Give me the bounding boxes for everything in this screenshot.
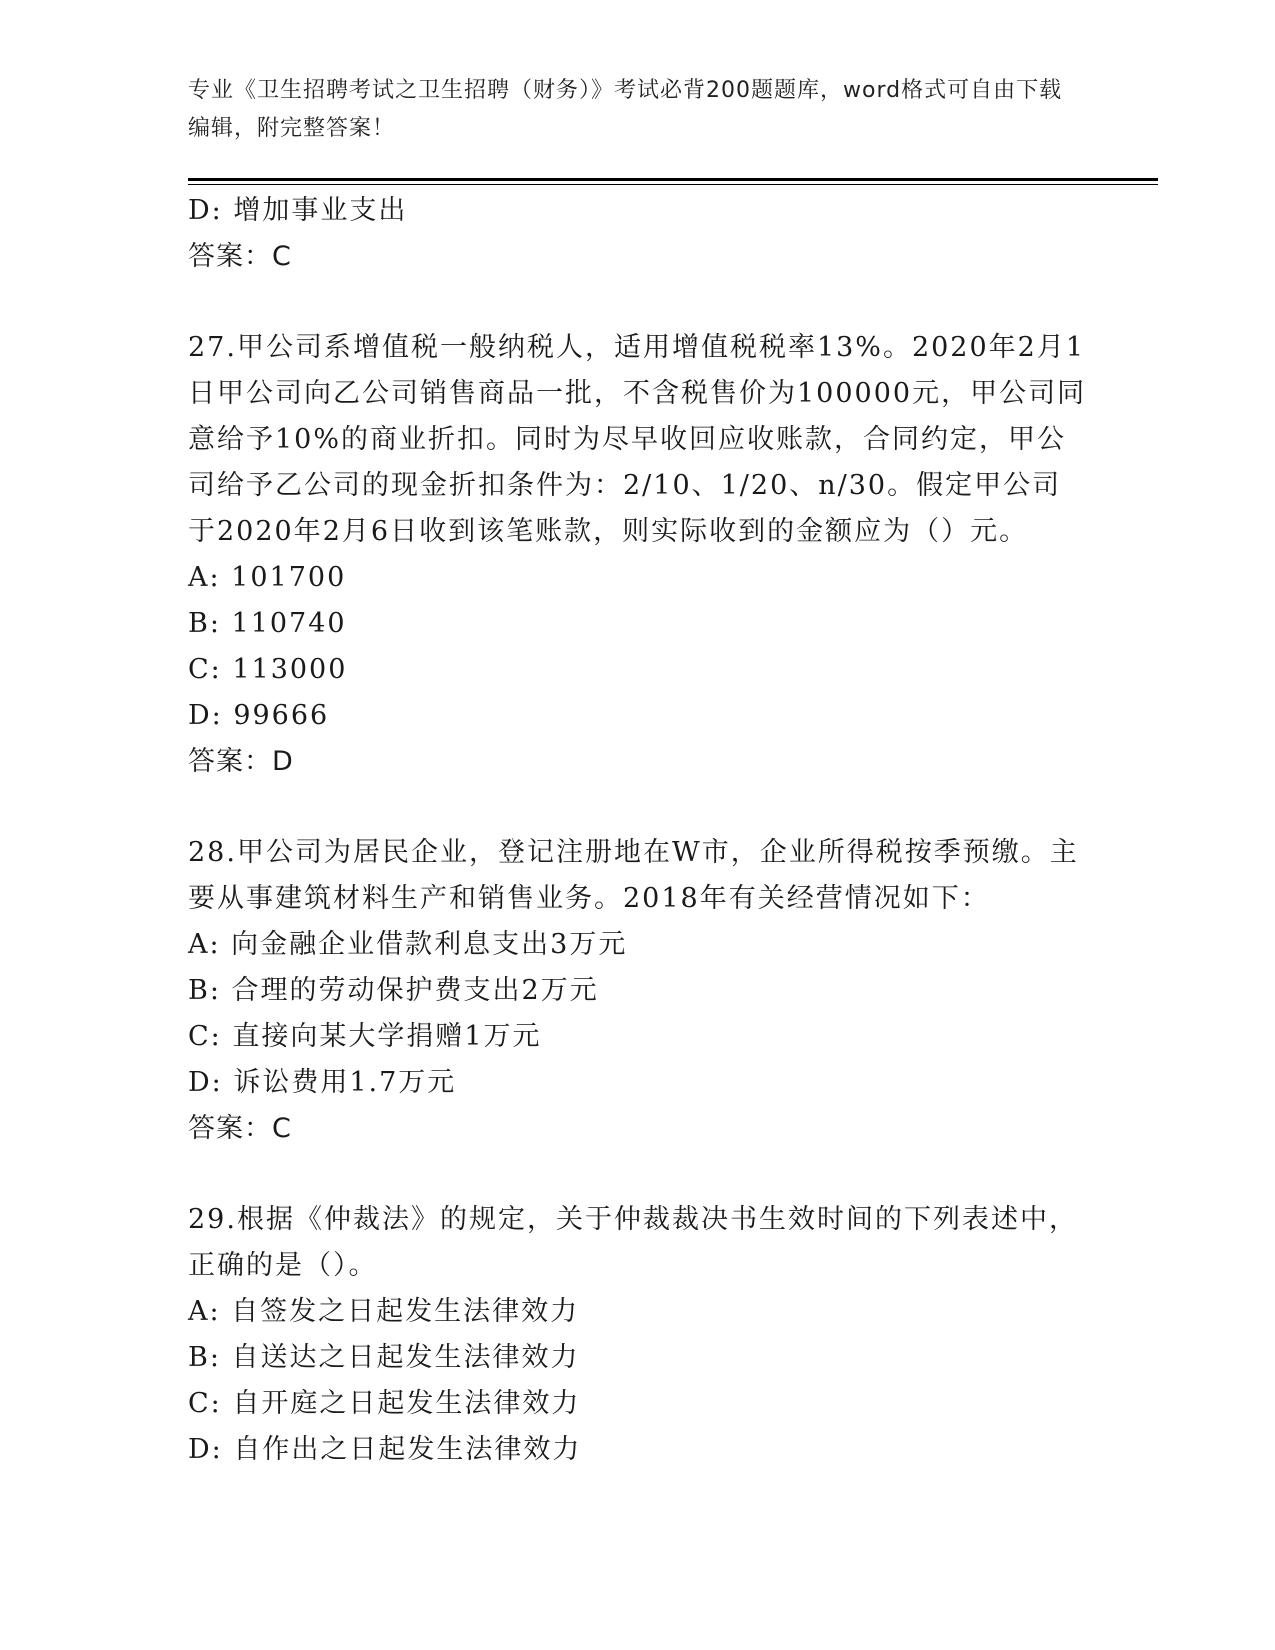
question-29 [188, 1197, 1088, 1473]
question-27 [188, 325, 1088, 785]
document-body [188, 188, 1088, 1473]
option-a: A: 向金融企业借款利息支出3万元 [188, 929, 628, 960]
question-stem: 29.根据《仲裁法》的规定，关于仲裁裁决书生效时间的下列表述中，正确的是（）。 [188, 1204, 1078, 1281]
option-a: A: 自签发之日起发生法律效力 [188, 1296, 580, 1327]
option-b: B: 自送达之日起发生法律效力 [188, 1342, 580, 1373]
answer-line: 答案：C [188, 1113, 292, 1144]
option-d: D: 增加事业支出 [188, 195, 408, 226]
question-stem: 28.甲公司为居民企业，登记注册地在W市，企业所得税按季预缴。主要从事建筑材料生产和销售业务。2018年有关经营情况如下： [188, 837, 1079, 914]
previous-question-tail [188, 188, 1088, 280]
header-rule-thin [188, 184, 1158, 185]
option-b: B: 合理的劳动保护费支出2万元 [188, 975, 599, 1006]
question-28 [188, 830, 1088, 1152]
answer-line: 答案：D [188, 746, 294, 777]
option-d: D: 自作出之日起发生法律效力 [188, 1434, 582, 1465]
document-header: 专业《卫生招聘考试之卫生招聘（财务）》考试必背200题题库，word格式可自由下载编辑，附完整答案！ [188, 78, 1063, 141]
option-d: D: 99666 [188, 700, 330, 731]
option-b: B: 110740 [188, 608, 347, 639]
header-rule-thick [188, 178, 1158, 181]
option-c: C: 自开庭之日起发生法律效力 [188, 1388, 581, 1419]
option-c: C: 直接向某大学捐赠1万元 [188, 1021, 542, 1052]
option-a: A: 101700 [188, 562, 347, 593]
question-stem: 27.甲公司系增值税一般纳税人，适用增值税税率13%。2020年2月1日甲公司向乙公司销售商品一批，不含税售价为100000元，甲公司同意给予10%的商业折扣。同时为尽早收回应收账款，合同约定，甲公司给予乙公司的现金折扣条件为：2/10、1/20、n/30。假定甲公司于2020年2月6日收到该笔账款，则实际收到的金额应为（）元。 [188, 332, 1087, 547]
answer-line: 答案：C [188, 241, 292, 272]
option-c: C: 113000 [188, 654, 348, 685]
option-d: D: 诉讼费用1.7万元 [188, 1067, 457, 1098]
